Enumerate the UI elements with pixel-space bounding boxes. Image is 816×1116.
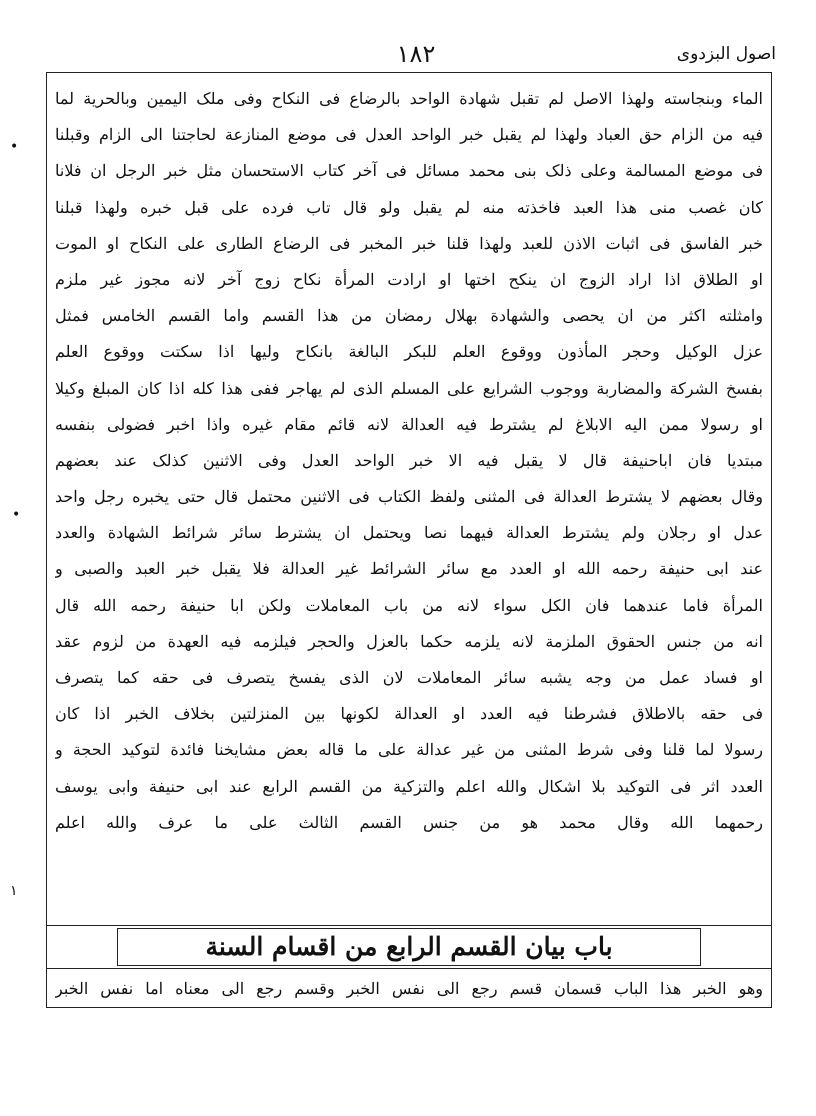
margin-dot-mark: •: [12, 507, 21, 523]
body-text: [55, 81, 763, 841]
text-line: فیه من الزام حق العباد ولهذا لم یقبل خبر الواحد العدل فی موضع المنازعة لحاجتنا الی الزام وقبلنا: [55, 125, 763, 145]
text-line: عند ابی حنیفة رحمه الله او العدد مع سائر الشرائط غیر العدالة فلا یقبل خبر العبد والصبی و: [55, 559, 763, 579]
text-line: کان غصب منی هذا العبد فاخذته منه لم یقبل ولو قال تاب فرده علی قبل خبره ولهذا قبلنا: [55, 197, 763, 217]
page-number: ۱۸۲: [396, 40, 436, 68]
margin-dot-mark: •: [10, 139, 19, 155]
text-line: خبر الفاسق فی اثبات الاذن للعبد ولهذا قلنا خبر المخبر فی الرضاع الطاری علی النکاح او الموت: [55, 233, 763, 253]
text-line: فی موضع المسالمة وعلی ذلک بنی محمد مسائل فی آخر کتاب الاستحسان مثل خبر الرجل ان فلانا: [55, 161, 763, 181]
text-line: عدل او رجلان ولم یشترط العدالة فیهما نصا ویحتمل ان یشترط سائر شرائط الشهادة والعدد: [55, 523, 763, 543]
text-line: رسولا لما قلنا وفی شرط المثنی من غیر عدالة علی ما قاله بعض مشایخنا فائدة لتوکید الحجة و: [55, 740, 763, 760]
text-line: او رسولا ممن الیه الابلاغ لم یشترط فیه العدالة لانه قائم مقام غیره واذا اخبر فضولی بنفسه: [55, 414, 763, 434]
text-line: فی حقه بالاطلاق فشرطنا فیه العدد او العدالة لکونها بین المنزلتین بخلاف الخبر اذا کان: [55, 704, 763, 724]
text-line: رحمهما الله وقال محمد هو من جنس القسم الثالث علی ما عرف والله اعلم: [55, 812, 763, 832]
text-line: وامثلته اکثر من ان یحصی والشهادة بهلال رمضان من هذا القسم واما القسم الخامس فمثل: [55, 306, 763, 326]
chapter-heading-box: [47, 925, 771, 969]
text-frame: [46, 72, 772, 1008]
running-title: اصول البزدوی: [676, 44, 776, 64]
text-line: الماء وبنجاسته ولهذا الاصل لم تقبل شهادة الواحد بالرضاع فی النکاح وفی ملک الیمین وبالحریة لما: [55, 89, 763, 108]
page-header: [46, 40, 776, 74]
text-line: عزل الوکیل وحجر المأذون ووقوع العلم للبکر البالغة بانکاح ولیها اذا سکتت ووقوع العلم: [55, 342, 763, 362]
text-line: مبتدیا فان اباحنیفة قال لا یقبل فیه الا خبر الواحد العدل وفی الاثنین کذلک عند بعضهم: [55, 450, 763, 470]
text-line: انه من جنس الحقوق الملزمة لانه یلزمه حکما بالعزل والحجر فیلزمه فیه العهدة من لزوم عقد: [55, 631, 763, 651]
chapter-title: باب بیان القسم الرابع من اقسام السنة: [205, 932, 613, 961]
text-line: بفسخ الشرکة والمضاربة ووجوب الشرایع علی المسلم الذی لم یهاجر ففی هذا کله اذا کان المبلغ وکیلا: [55, 378, 763, 398]
text-line: المرأة فاما عندهما فان الکل سواء لانه من باب المعاملات ولکن ابا حنیفة رحمه الله قال: [55, 595, 763, 615]
text-line: العدد اثر فی التوکید بلا اشکال والله اعلم والتزکیة من القسم الرابع عند ابی حنیفة وابی یوسف: [55, 776, 763, 796]
chapter-title-frame: [117, 928, 701, 966]
closing-text-line: وهو الخبر هذا الباب قسمان قسم رجع الی نفس الخبر وقسم رجع الی معناه اما نفس الخبر: [55, 979, 763, 998]
margin-number-mark: ۱: [10, 883, 18, 899]
text-line: او الطلاق اذا اراد الزوج ان ینکح اختها او ارادت المرأة نکاح زوج آخر لانه مجوز غیر ملزم: [55, 269, 763, 289]
text-line: وقال بعضهم لا یشترط العدالة فی المثنی ولفظ الکتاب فی الاثنین محتمل قال حتی یخبره رجل واحد: [55, 487, 763, 507]
text-line: او فساد عمل من وجه یشبه سائر المعاملات لان الذی یفسخ یتصرف فی حقه کما یتصرف: [55, 668, 763, 687]
